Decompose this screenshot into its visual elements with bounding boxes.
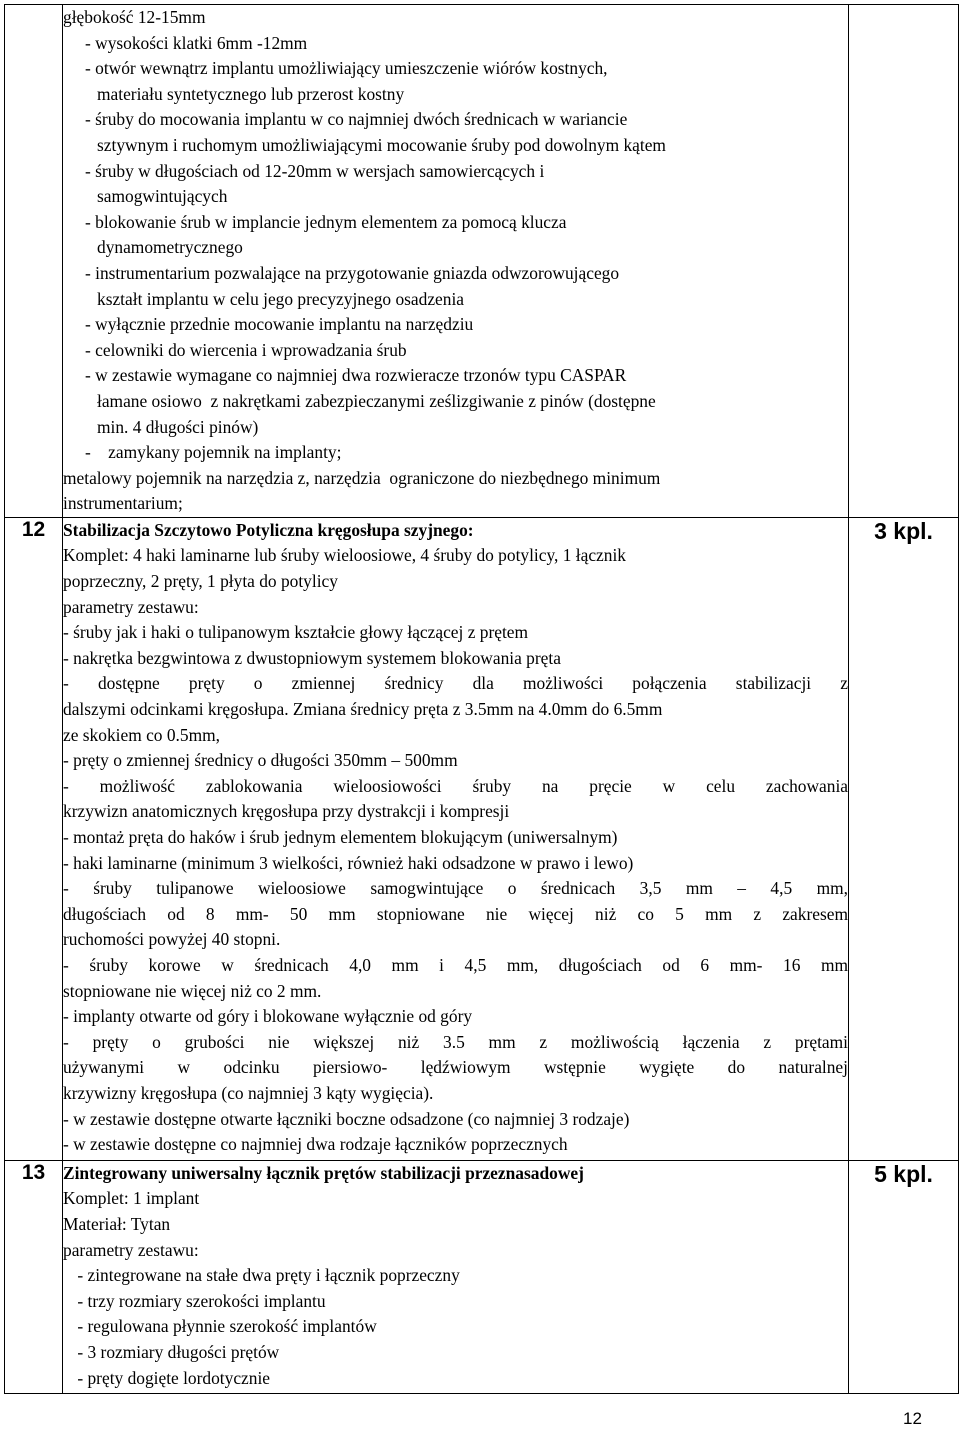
row-number-cell: 12 <box>5 517 63 1160</box>
description-line: łamane osiowo z nakrętkami zabezpieczanymi ześlizgiwanie z pinów (dostępne <box>97 390 656 411</box>
description-line: dalszymi odcinkami kręgosłupa. Zmiana średnicy pręta z 3.5mm na 4.0mm do 6.5mm <box>63 699 663 720</box>
description-line: - regulowana płynnie szerokość implantów <box>73 1316 377 1337</box>
item-title: Zintegrowany uniwersalny łącznik prętów stabilizacji przeznasadowej <box>63 1162 584 1183</box>
description-line: instrumentarium; <box>63 493 183 514</box>
description-line: - śruby tulipanowe wieloosiowe samogwintujące o średnicach 3,5 mm – 4,5 mm, <box>63 878 848 899</box>
row-number-cell <box>5 5 63 518</box>
description-line: - wyłącznie przednie mocowanie implantu na narzędziu <box>85 314 474 335</box>
description-line: materiału syntetycznego lub przerost kostny <box>97 83 405 104</box>
description-line: - pręty o zmiennej średnicy o długości 350mm – 500mm <box>63 750 458 771</box>
description-line: długościach od 8 mm- 50 mm stopniowane nie więcej niż co 5 mm z zakresem <box>63 903 848 924</box>
description-line: - wysokości klatki 6mm -12mm <box>85 32 308 53</box>
description-line: używanymi w odcinku piersiowo- lędźwiowym wstępnie wygięte do naturalnej <box>63 1057 848 1078</box>
description-line: - trzy rozmiary szerokości implantu <box>73 1290 326 1311</box>
description-line: Komplet: 1 implant <box>63 1188 200 1209</box>
description-line: - zamykany pojemnik na implanty; <box>85 442 342 463</box>
description-line: - instrumentarium pozwalające na przygotowanie gniazda odwzorowującego <box>85 262 620 283</box>
description-line: ze skokiem co 0.5mm, <box>63 724 220 745</box>
description-line: - śruby jak i haki o tulipanowym kształcie głowy łączącej z prętem <box>63 622 529 643</box>
description-line: stopniowane nie więcej niż co 2 mm. <box>63 980 322 1001</box>
table-row-continuation <box>5 5 959 518</box>
description-line: - śruby w długościach od 12-20mm w wersjach samowiercących i <box>85 160 545 181</box>
specification-table <box>4 4 959 1394</box>
row-description-cell <box>63 5 849 518</box>
page-number: 12 <box>903 1409 922 1428</box>
description-line: - w zestawie dostępne otwarte łączniki boczne odsadzone (co najmniej 3 rodzaje) <box>63 1108 630 1129</box>
description-line: ruchomości powyżej 40 stopni. <box>63 929 281 950</box>
description-line: - implanty otwarte od góry i blokowane wyłącznie od góry <box>63 1006 473 1027</box>
row-description-cell <box>63 1160 849 1393</box>
description-line: Komplet: 4 haki laminarne lub śruby wieloosiowe, 4 śruby do potylicy, 1 łącznik <box>63 545 626 566</box>
description-line: - pręty o grubości nie większej niż 3.5 mm z możliwością łączenia z prętami <box>63 1031 848 1052</box>
row-quantity-cell: 3 kpl. <box>849 517 959 1160</box>
description-line: Materiał: Tytan <box>63 1214 171 1235</box>
row-quantity-cell: 5 kpl. <box>849 1160 959 1393</box>
description-line: kształt implantu w celu jego precyzyjnego osadzenia <box>97 288 465 309</box>
description-line: - nakrętka bezgwintowa z dwustopniowym systemem blokowania pręta <box>63 647 561 668</box>
description-line: krzywizny kręgosłupa (co najmniej 3 kąty wygięcia). <box>63 1082 434 1103</box>
description-line: - otwór wewnątrz implantu umożliwiający umieszczenie wiórów kostnych, <box>85 58 608 79</box>
description-line: - w zestawie wymagane co najmniej dwa rozwieracze trzonów typu CASPAR <box>85 365 627 386</box>
table-row-13 <box>5 1160 959 1393</box>
row-number-cell: 13 <box>5 1160 63 1393</box>
description-line: - w zestawie dostępne co najmniej dwa rodzaje łączników poprzecznych <box>63 1134 568 1155</box>
description-line: krzywizn anatomicznych kręgosłupa przy dystrakcji i kompresji <box>63 801 510 822</box>
description-line: metalowy pojemnik na narzędzia z, narzędzia ograniczone do niezbędnego minimum <box>63 467 661 488</box>
table-row-12 <box>5 517 959 1160</box>
description-line: poprzeczny, 2 pręty, 1 płyta do potylicy <box>63 571 338 592</box>
description-line: min. 4 długości pinów) <box>97 416 259 437</box>
description-line: głębokość 12-15mm <box>63 7 206 27</box>
description-line: - zintegrowane na stałe dwa pręty i łącznik poprzeczny <box>73 1265 460 1286</box>
description-line: - haki laminarne (minimum 3 wielkości, również haki odsadzone w prawo i lewo) <box>63 852 634 873</box>
description-line: parametry zestawu: <box>63 1239 199 1260</box>
row-description-cell <box>63 517 849 1160</box>
description-line: parametry zestawu: <box>63 596 199 617</box>
row-quantity-cell <box>849 5 959 518</box>
description-line: - śruby do mocowania implantu w co najmniej dwóch średnicach w wariancie <box>85 109 628 130</box>
description-line: - śruby korowe w średnicach 4,0 mm i 4,5 mm, długościach od 6 mm- 16 mm <box>63 954 848 975</box>
description-line: - dostępne pręty o zmiennej średnicy dla możliwości połączenia stabilizacji z <box>63 673 848 694</box>
description-line: - blokowanie śrub w implancie jednym elementem za pomocą klucza <box>85 211 567 232</box>
description-line: - pręty dogięte lordotycznie <box>73 1367 271 1388</box>
description-line: dynamometrycznego <box>97 237 243 258</box>
description-line: - montaż pręta do haków i śrub jednym elementem blokującym (uniwersalnym) <box>63 827 618 847</box>
description-line: - możliwość zablokowania wieloosiowości śruby na pręcie w celu zachowania <box>63 775 848 796</box>
description-line: - 3 rozmiary długości prętów <box>73 1342 280 1363</box>
description-line: - celowniki do wiercenia i wprowadzania śrub <box>85 339 407 360</box>
description-line: samogwintujących <box>97 186 228 207</box>
item-title: Stabilizacja Szczytowo Potyliczna kręgosłupa szyjnego: <box>63 519 474 540</box>
description-line: sztywnym i ruchomym umożliwiającymi mocowanie śruby pod dowolnym kątem <box>97 134 666 155</box>
